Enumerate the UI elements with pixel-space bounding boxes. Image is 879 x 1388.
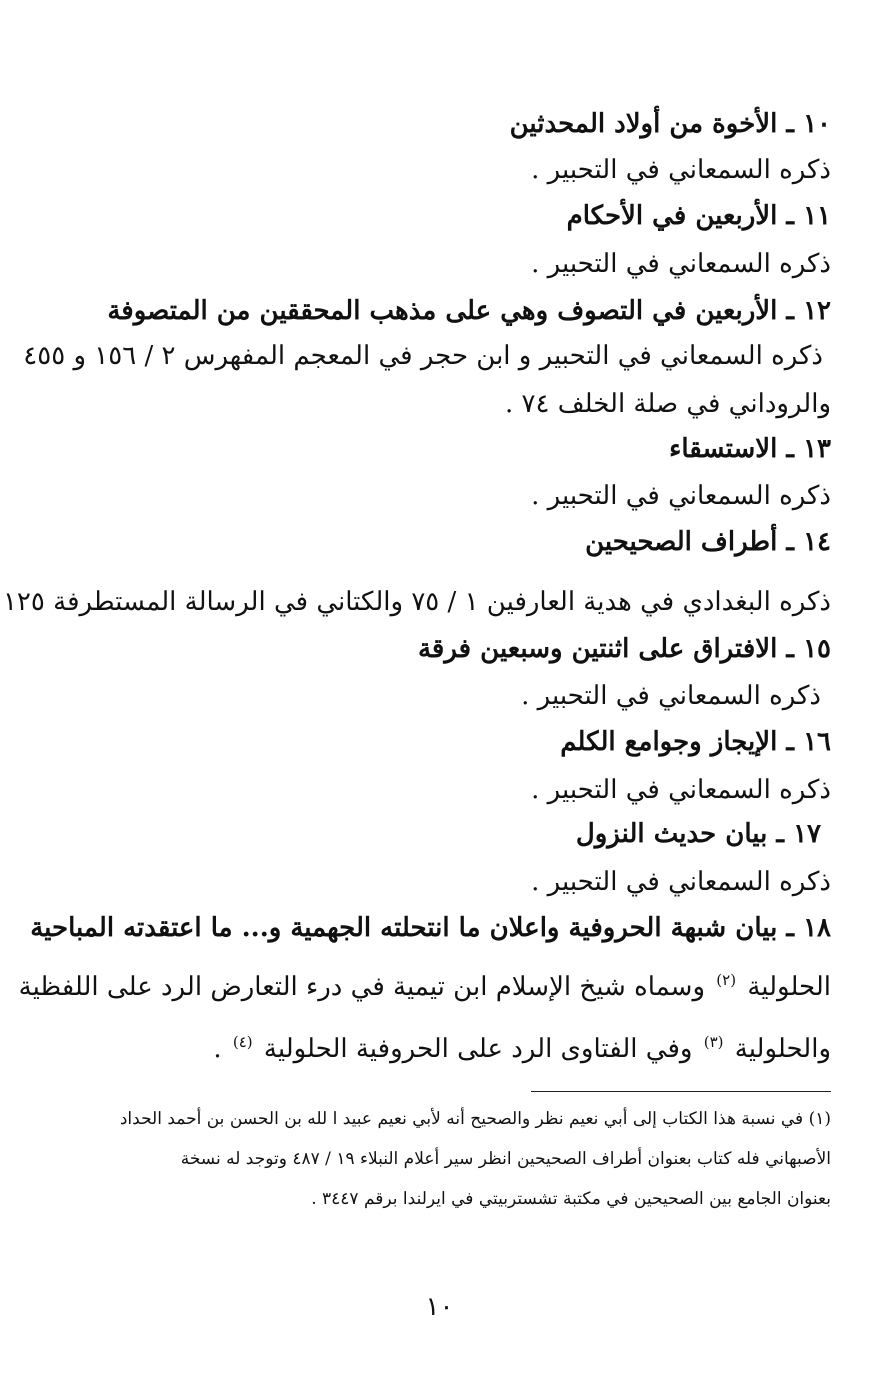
entry-18-title: ١٨ ـ بيان شبهة الحروفية واعلان ما انتحلته الجهمية و... ما اعتقدته المباحية xyxy=(30,913,831,943)
entry-14-source xyxy=(0,584,831,620)
entry-18-text-b: وسماه شيخ الإسلام ابن تيمية في درء التعارض الرد على اللفظية xyxy=(18,972,705,1002)
entry-18-line-3 xyxy=(213,1031,831,1067)
entry-18-text-c: والحلولية xyxy=(734,1034,831,1064)
entry-18-text-a: الحلولية xyxy=(747,972,831,1002)
entry-12-source: ذكره السمعاني في التحبير و ابن حجر في المعجم المفهرس ٢ / ١٥٦ و ٤٥٥ xyxy=(23,341,823,371)
footnote-ref-4[interactable]: (٤) xyxy=(232,1033,253,1052)
entry-16-source: ذكره السمعاني في التحبير . xyxy=(531,775,831,805)
entry-15-title: ١٥ ـ الافتراق على اثنتين وسبعين فرقة xyxy=(417,634,831,664)
entry-12-source-continued: والروداني في صلة الخلف ٧٤ . xyxy=(504,389,831,419)
entry-14-title: ١٤ ـ أطراف الصحيحين xyxy=(585,527,831,557)
line-end-period: . xyxy=(213,1034,222,1064)
entry-17-title: ١٧ ـ بيان حديث النزول xyxy=(575,819,821,849)
entry-17-source: ذكره السمعاني في التحبير . xyxy=(531,867,831,897)
entry-10-title: ١٠ ـ الأخوة من أولاد المحدثين xyxy=(509,109,831,139)
entry-12-title: ١٢ ـ الأربعين في التصوف وهي على مذهب المحققين من المتصوفة xyxy=(107,296,831,326)
page-number: ١٠ xyxy=(425,1292,454,1322)
entry-11-title: ١١ ـ الأربعين في الأحكام xyxy=(566,201,831,231)
entry-11-source: ذكره السمعاني في التحبير . xyxy=(531,249,831,279)
entry-10-source: ذكره السمعاني في التحبير . xyxy=(531,155,831,185)
entry-13-title: ١٣ ـ الاستسقاء xyxy=(669,434,831,464)
entry-15-source: ذكره السمعاني في التحبير . xyxy=(521,681,821,711)
footnote-1-text-1: في نسبة هذا الكتاب إلى أبي نعيم نظر والصحيح أنه لأبي نعيم عبيد ا لله بن الحسن بن أحمد الحداد xyxy=(119,1109,804,1129)
entry-18-text-d: وفي الفتاوى الرد على الحروفية الحلولية xyxy=(263,1034,693,1064)
entry-14-source-text: ذكره البغدادي في هدية العارفين ١ / ٧٥ والكتاني في الرسالة المستطرفة ١٢٥ xyxy=(2,587,831,617)
footnote-ref-2[interactable]: (٢) xyxy=(716,971,737,990)
footnote-1-line-1 xyxy=(120,1106,831,1132)
entry-16-title: ١٦ ـ الإيجاز وجوامع الكلم xyxy=(560,727,831,757)
entry-13-source: ذكره السمعاني في التحبير . xyxy=(531,481,831,511)
footnote-1-line-3: بعنوان الجامع بين الصحيحين في مكتبة تشستربيتي في ايرلندا برقم ٣٤٤٧ . xyxy=(311,1189,831,1209)
footnote-1-line-2: الأصبهاني فله كتاب بعنوان أطراف الصحيحين انظر سير أعلام النبلاء ١٩ / ٤٨٧ وتوجد له نسخة xyxy=(180,1149,831,1169)
footnote-separator xyxy=(531,1091,831,1092)
entry-18-line-2 xyxy=(19,969,831,1005)
footnote-marker: (١) xyxy=(808,1109,831,1129)
footnote-ref-3[interactable]: (٣) xyxy=(703,1033,724,1052)
